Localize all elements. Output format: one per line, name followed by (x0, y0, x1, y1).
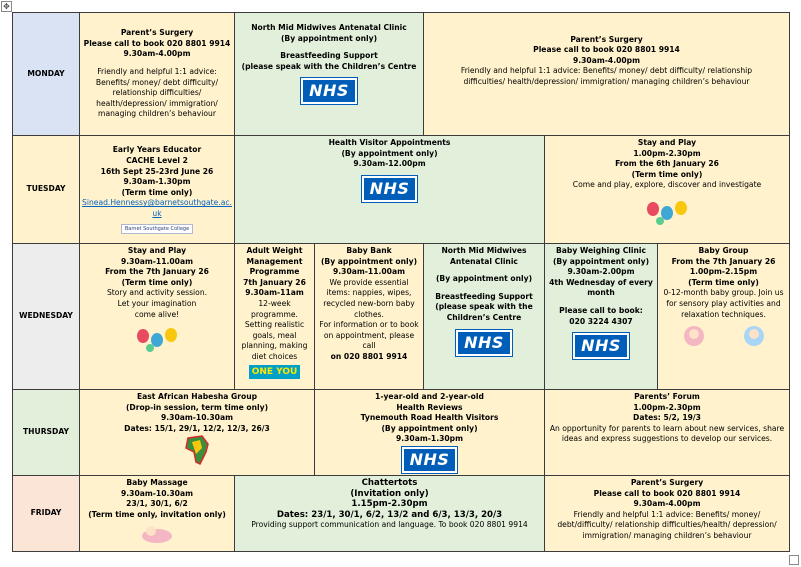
description: 0-12-month baby group. Join us for sensory play activities and relaxation techniques. (663, 288, 784, 319)
babies-icon (674, 322, 774, 350)
day-tuesday: TUESDAY (13, 136, 80, 244)
note: (By appointment only) (381, 423, 478, 433)
title: Baby Weighing Clinic (555, 246, 647, 255)
info: For information or to book on appointment, please call (319, 320, 419, 351)
oneyou-logo: ONE YOU (249, 365, 301, 380)
row-friday (13, 476, 790, 552)
title: North Mid Midwives Antenatal Clinic (251, 23, 407, 32)
description: Friendly and helpful 1:1 advice: Benefits/ money/ debt difficulty/ relationship difficulties/ health/depression/ immigration/ managing children’s behaviour (460, 66, 753, 86)
time: 1.00pm-2.30pm (633, 148, 701, 158)
call: Please call to book: (559, 305, 643, 315)
note: (Term time only) (688, 277, 759, 287)
title: North Mid Midwives Antenatal Clinic (441, 246, 527, 266)
fri-parents-surgery (545, 476, 790, 552)
time: 1.00pm-2.30pm (633, 402, 701, 412)
note: (Term time only, invitation only) (88, 509, 226, 519)
description: An opportunity for parents to learn about new services, share ideas and express suggestions to develop our services. (549, 423, 785, 444)
mon-parents-surgery (80, 13, 235, 136)
day-wednesday: WEDNESDAY (13, 244, 80, 390)
mon-parents-surgery-2 (424, 13, 790, 136)
time: 9.30am-10.30am (161, 413, 233, 423)
tue-stay-and-play (545, 136, 790, 244)
college-logo: Barnet Southgate College (121, 224, 193, 234)
row-monday (13, 13, 790, 136)
dates: Dates: 23/1, 30/1, 6/2, 13/2 and 6/3, 13/3, 20/3 (276, 509, 503, 520)
time: 9.30am-12.00pm (353, 159, 426, 169)
africa-map-icon (182, 434, 212, 466)
row-tuesday (13, 136, 790, 244)
time: 1.15pm-2.30pm (351, 499, 428, 510)
handprints-icon (643, 197, 691, 227)
note: (Term time only) (121, 187, 193, 197)
dates: Dates: 5/2, 19/3 (633, 413, 701, 423)
title: Parent’s Surgery (120, 28, 194, 38)
nhs-logo: NHS (456, 330, 512, 356)
time: 9.30am-10.30am (121, 488, 193, 498)
description: 12-week programme. Setting realistic goals, meal planning, making diet choices (241, 298, 308, 361)
note: (By appointment only) (435, 274, 533, 284)
phone: Please call to book 020 8801 9914 (533, 45, 680, 55)
title: Chattertots (361, 478, 418, 488)
time: 9.30am-11.00am (121, 256, 193, 266)
time: 9.30am-1.30pm (395, 434, 463, 444)
time: 9.30am-4.00pm (123, 49, 191, 59)
nhs-logo: NHS (362, 176, 418, 202)
day-monday: MONDAY (13, 13, 80, 136)
title: Baby Massage (126, 478, 188, 487)
wed-midwives-clinic (424, 244, 545, 390)
timetable (12, 12, 790, 552)
title: Stay and Play (637, 138, 697, 147)
tue-health-visitor (235, 136, 545, 244)
phone: 020 3224 4307 (569, 316, 633, 326)
time: 9.30am-2.00pm (567, 267, 635, 277)
note: (By appointment only) (280, 33, 378, 43)
from: From the 7th January 26 (671, 256, 776, 266)
location: Tynemouth Road Health Visitors (360, 413, 499, 423)
title: Stay and Play (127, 246, 187, 255)
dates: 23/1, 30/1, 6/2 (126, 499, 188, 509)
title: Early Years Educator (112, 145, 202, 155)
nhs-logo: NHS (402, 447, 458, 473)
note: (By appointment only) (320, 256, 418, 266)
email-link[interactable]: Sinead.Hennessy@barnetsouthgate.ac.uk (82, 198, 232, 218)
wed-baby-bank (315, 244, 424, 390)
day-thursday: THURSDAY (13, 390, 80, 476)
description: Providing support communication and language. To book 020 8801 9914 (251, 520, 528, 530)
description: We provide essential items: nappies, wipes, recycled new-born baby clothes. (323, 277, 415, 319)
tue-early-years-educator (80, 136, 235, 244)
sub: Breastfeeding Support (280, 51, 378, 61)
description: Come and play, explore, discover and investigate (572, 180, 762, 190)
time: 1.00pm-2.15pm (689, 267, 758, 277)
mon-midwives-clinic (235, 13, 424, 136)
phone: Please call to book 020 8801 9914 (593, 488, 741, 498)
title: East African Habesha Group (136, 392, 258, 401)
nhs-logo: NHS (573, 333, 629, 359)
time: 9.30am-4.00pm (572, 55, 640, 65)
description: Friendly and helpful 1:1 advice: Benefits/ money/ debt difficulty/ relationship difficulties/ health/depression/ immigration/ managing children’s behaviour (95, 66, 219, 119)
thu-habesha-group (80, 390, 315, 476)
phone: on 020 8801 9914 (330, 351, 408, 361)
sub2: (please speak with the Children’s Centre (435, 302, 533, 322)
freq: 4th Wednesday of every month (549, 277, 653, 298)
row-thursday (13, 390, 790, 476)
thu-health-reviews (315, 390, 545, 476)
time: 9.30am-4.00pm (633, 499, 701, 509)
title: Adult Weight Management Programme (246, 246, 303, 277)
baby-massage-icon (140, 522, 174, 544)
time: 9.30am-11.00am (333, 267, 405, 277)
title: Parents’ Forum (634, 392, 700, 401)
note: (Term time only) (121, 277, 193, 287)
note: (Drop-in session, term time only) (125, 402, 269, 412)
title: Parent’s Surgery (630, 478, 704, 487)
dates: 16th Sept 25-23rd June 26 (100, 166, 214, 176)
description: Story and activity session. Let your imagination come alive! (106, 288, 208, 319)
wed-baby-group (658, 244, 790, 390)
note: (By appointment only) (341, 148, 438, 158)
sub: CACHE Level 2 (126, 156, 188, 166)
title: Parent’s Surgery (570, 34, 643, 44)
title: Health Visitor Appointments (328, 138, 451, 147)
title: 1-year-old and 2-year-old (375, 392, 484, 401)
handprints-icon (133, 324, 181, 354)
from: From the 6th January 26 (615, 159, 719, 169)
title2: Health Reviews (396, 402, 463, 412)
thu-parents-forum (545, 390, 790, 476)
table-move-handle[interactable]: ✥ (1, 1, 12, 12)
table-resize-handle[interactable] (789, 555, 799, 565)
from: From the 7th January 26 (105, 267, 209, 277)
day-friday: FRIDAY (13, 476, 80, 552)
wed-adult-weight (235, 244, 315, 390)
fri-baby-massage (80, 476, 235, 552)
dates: Dates: 15/1, 29/1, 12/2, 12/3, 26/3 (124, 423, 270, 433)
wed-stay-and-play (80, 244, 235, 390)
wed-baby-weighing (545, 244, 658, 390)
from: 7th January 26 (243, 277, 306, 287)
sub2: (please speak with the Children’s Centre (241, 61, 417, 71)
nhs-logo: NHS (301, 78, 357, 104)
sub: Breastfeeding Support (435, 291, 533, 301)
title: Baby Group (698, 246, 749, 255)
description: Friendly and helpful 1:1 advice: Benefits/ money/ debt/difficulty/ relationship difficulties/health/ depression/ immigration/ managing children’s behaviour (557, 509, 777, 540)
time: 9.30am-11am (245, 288, 304, 298)
title: Baby Bank (346, 246, 392, 255)
fri-chattertots (235, 476, 545, 552)
note: (By appointment only) (552, 256, 650, 266)
row-wednesday (13, 244, 790, 390)
note: (Term time only) (631, 169, 703, 179)
time: 9.30am-1.30pm (123, 177, 191, 187)
note: (Invitation only) (350, 488, 429, 499)
phone: Please call to book 020 8801 9914 (83, 38, 231, 48)
